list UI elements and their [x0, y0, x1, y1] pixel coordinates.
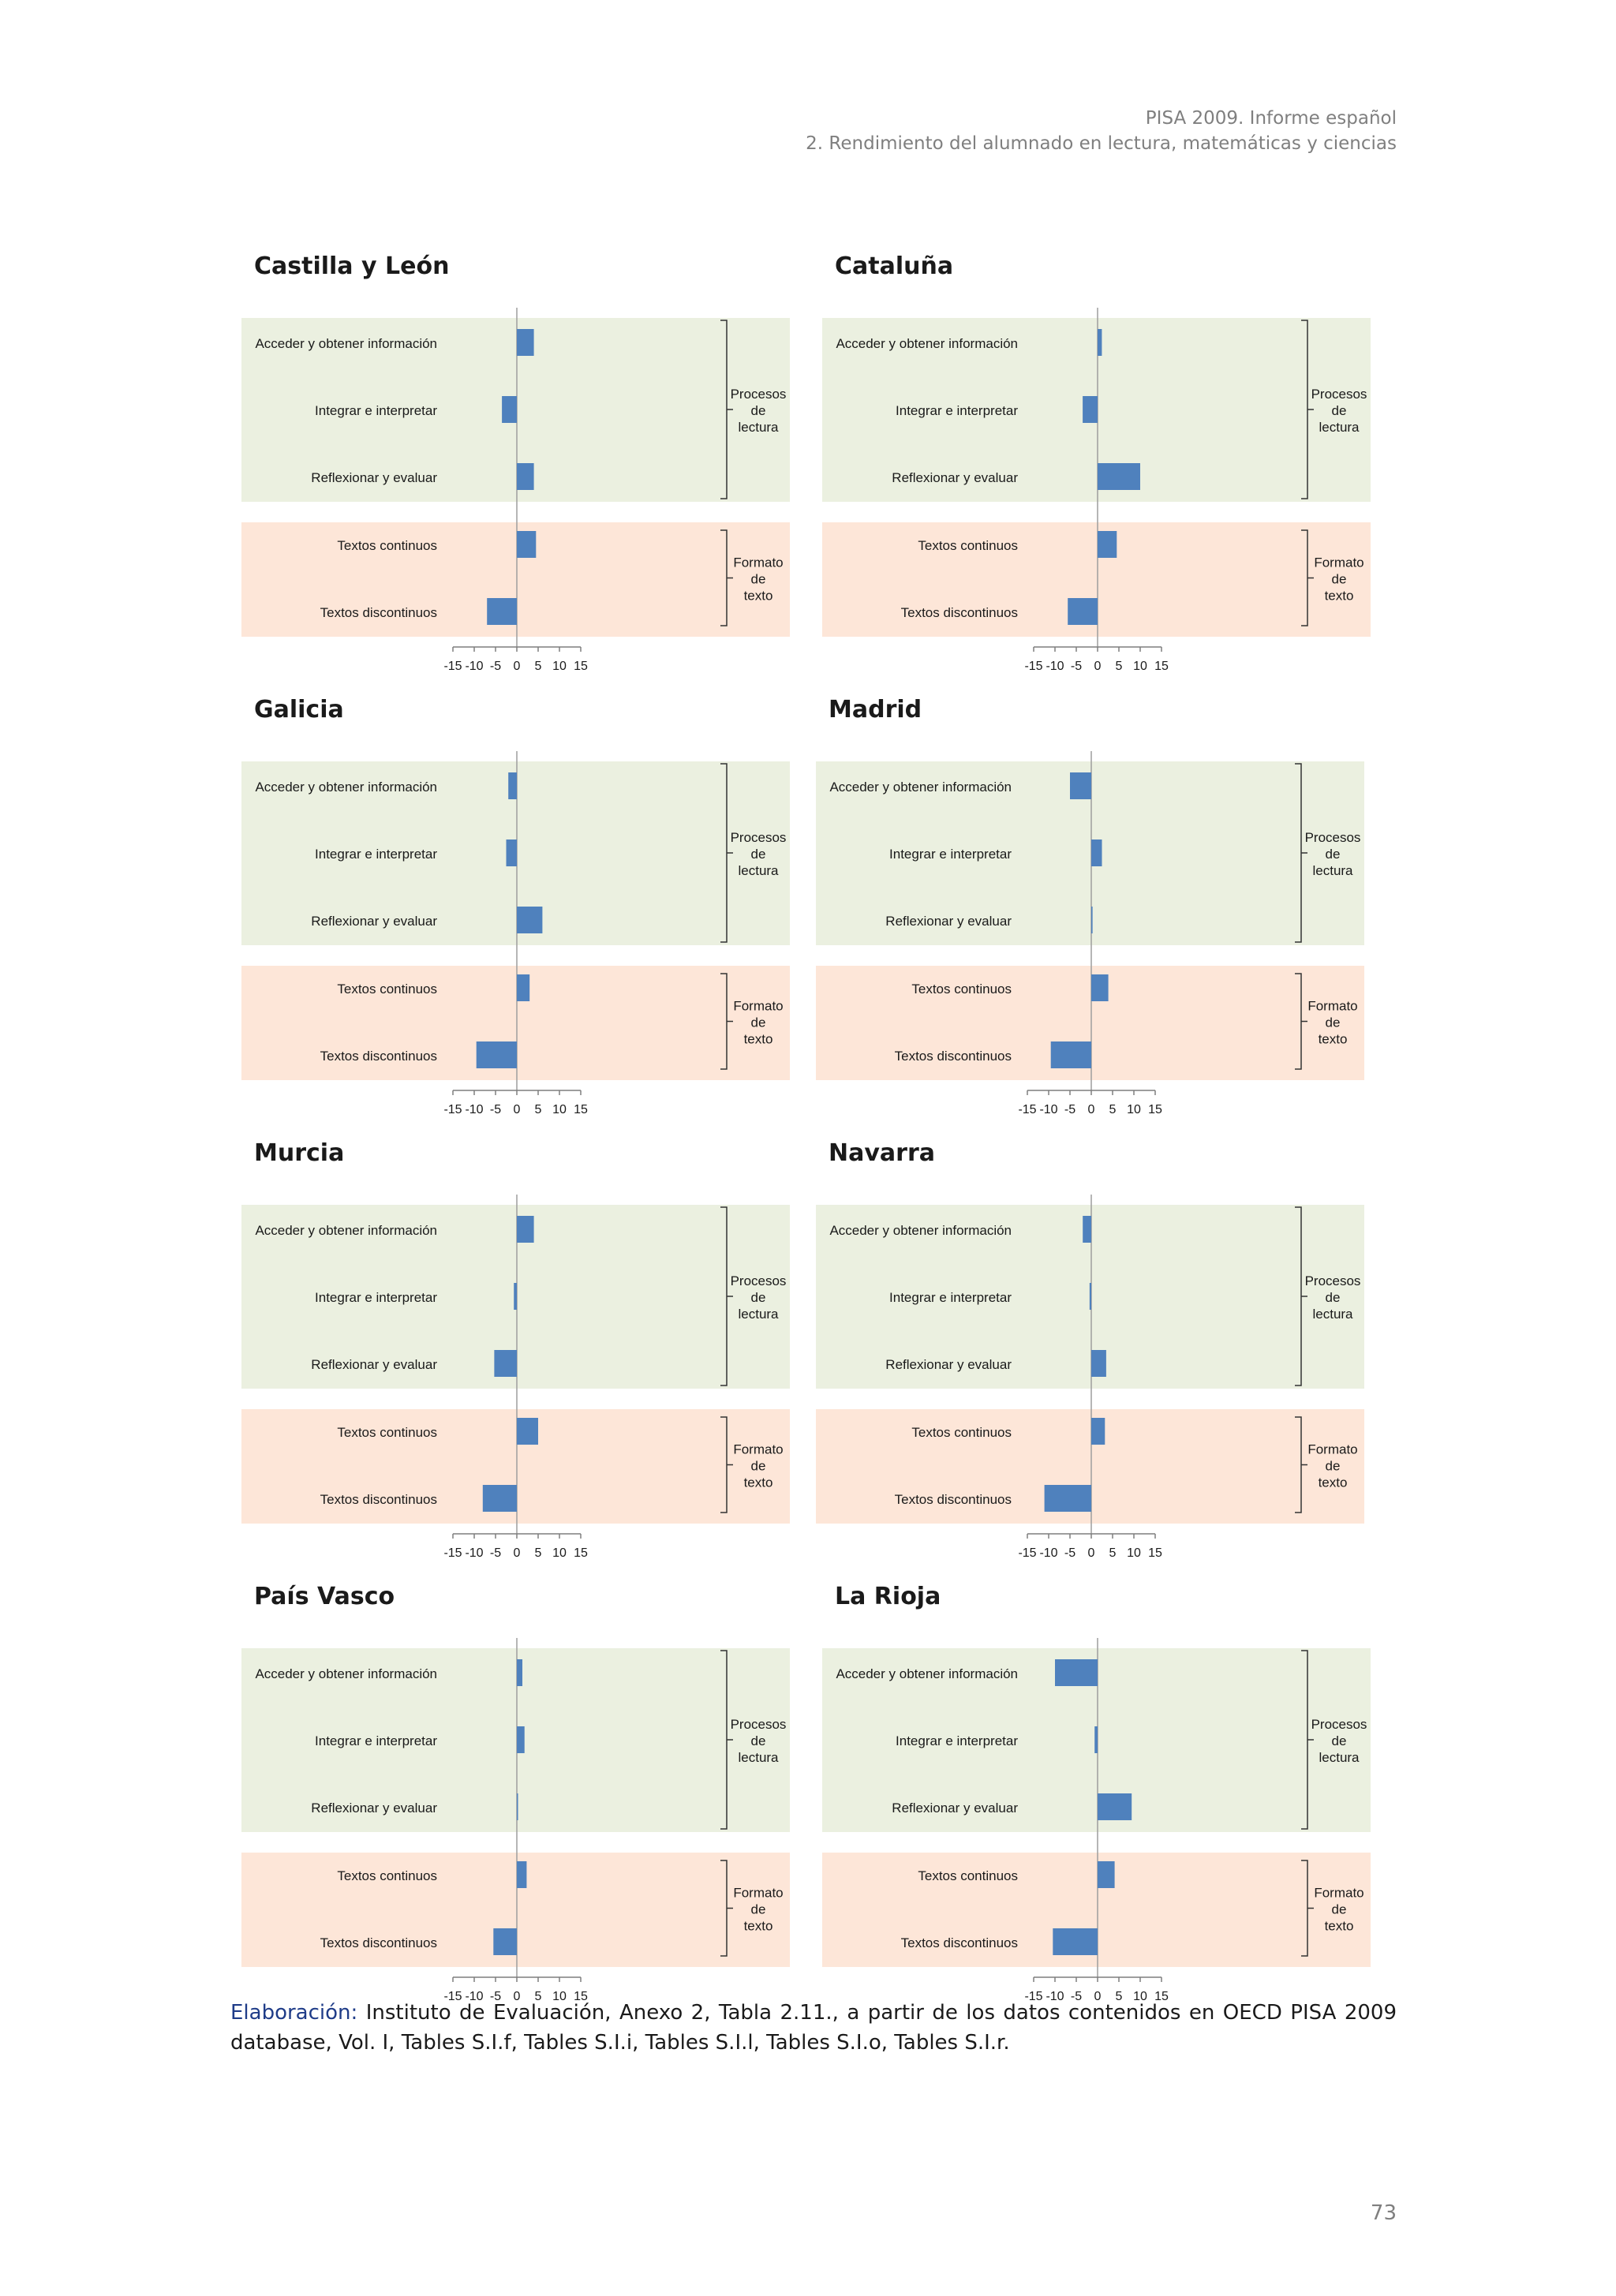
group-label: Formato: [1314, 1885, 1364, 1901]
chart-title: Cataluña: [835, 252, 954, 280]
bar: [517, 974, 529, 1001]
chart-pais-vasco: [241, 1583, 825, 2009]
group-label: de: [1331, 1901, 1347, 1917]
x-tick-label: -10: [465, 1546, 484, 1560]
bar: [1070, 772, 1091, 799]
group-label: de: [1331, 571, 1347, 587]
chart-plot: [241, 252, 825, 679]
group-label: Procesos: [730, 1273, 787, 1288]
chart-madrid: [816, 696, 1400, 1122]
group-label: de: [1331, 1733, 1347, 1748]
chart-title: Galicia: [254, 696, 344, 724]
group-label: de: [750, 1733, 766, 1748]
group-label: Procesos: [730, 830, 787, 845]
category-label: Reflexionar y evaluar: [311, 470, 437, 485]
group-label: lectura: [1312, 1307, 1353, 1322]
category-label: Reflexionar y evaluar: [311, 914, 437, 929]
bar: [1098, 1861, 1115, 1888]
chart-murcia: [241, 1139, 825, 1565]
x-tick-label: -5: [489, 660, 502, 673]
caption-text: Instituto de Evaluación, Anexo 2, Tabla 2.11., a partir de los datos contenidos en OECD PISA 2009 database, Vol. I, Tables S.I.f, Tables S.I.i, Tables S.I.l, Tables S.I.o, Tables S.I.r.: [230, 2001, 1397, 2055]
category-label: Integrar e interpretar: [896, 403, 1018, 418]
x-tick-label: -5: [1064, 1103, 1076, 1116]
category-label: Reflexionar y evaluar: [885, 1357, 1012, 1372]
category-label: Textos discontinuos: [320, 1935, 437, 1950]
category-label: Integrar e interpretar: [889, 1290, 1012, 1305]
chart-cataluna: [822, 252, 1406, 679]
category-label: Textos continuos: [337, 1425, 437, 1440]
x-tick-label: 15: [574, 1546, 588, 1560]
x-tick-label: 0: [1087, 1103, 1095, 1116]
x-tick-label: 15: [1154, 660, 1169, 673]
chart-title: Madrid: [829, 696, 922, 724]
group-label: texto: [743, 1031, 773, 1047]
bar: [507, 839, 518, 866]
group-label: Procesos: [730, 387, 787, 402]
category-label: Integrar e interpretar: [315, 403, 437, 418]
x-tick-label: 5: [534, 1546, 542, 1560]
bar: [1091, 839, 1102, 866]
x-tick-label: -15: [1018, 1546, 1037, 1560]
category-label: Textos continuos: [337, 1868, 437, 1883]
group-label: texto: [1318, 1031, 1348, 1047]
chart-plot: [241, 1583, 825, 2009]
category-label: Textos continuos: [337, 538, 437, 553]
group-label: de: [750, 571, 766, 587]
group-label: texto: [743, 1918, 773, 1934]
group-label: de: [750, 1458, 766, 1474]
category-label: Integrar e interpretar: [315, 1290, 437, 1305]
x-tick-label: 15: [1148, 1546, 1162, 1560]
category-label: Integrar e interpretar: [315, 1733, 437, 1748]
chart-title: Navarra: [829, 1139, 935, 1167]
category-label: Integrar e interpretar: [315, 847, 437, 862]
bar: [517, 1793, 518, 1820]
group-label: Formato: [733, 1885, 784, 1901]
category-label: Textos discontinuos: [320, 1049, 437, 1064]
group-label: Formato: [1314, 555, 1364, 570]
group-label: Procesos: [1311, 387, 1367, 402]
group-label: de: [750, 847, 766, 862]
x-tick-label: -10: [1039, 1103, 1058, 1116]
bar: [1090, 1283, 1091, 1310]
bar: [1045, 1485, 1091, 1512]
bar: [483, 1485, 517, 1512]
bar: [517, 1726, 525, 1753]
bar: [1094, 1726, 1098, 1753]
category-label: Textos continuos: [918, 1868, 1018, 1883]
category-label: Acceder y obtener información: [255, 336, 437, 351]
page-number: 73: [1370, 2201, 1397, 2225]
chart-title: Castilla y León: [254, 252, 450, 280]
group-label: lectura: [738, 863, 779, 878]
x-tick-label: -10: [1039, 1546, 1058, 1560]
category-label: Textos discontinuos: [900, 1935, 1018, 1950]
group-label: Procesos: [1304, 1273, 1361, 1288]
x-tick-label: -15: [1024, 660, 1043, 673]
x-tick-label: 0: [513, 1546, 521, 1560]
group-label: lectura: [1319, 420, 1360, 435]
group-label: lectura: [1319, 1750, 1360, 1765]
group-label: lectura: [738, 420, 779, 435]
x-tick-label: -5: [1064, 1546, 1076, 1560]
category-label: Integrar e interpretar: [896, 1733, 1018, 1748]
bar: [517, 1418, 538, 1445]
category-label: Acceder y obtener información: [829, 1223, 1012, 1238]
x-tick-label: 5: [1115, 660, 1123, 673]
group-label: de: [1331, 403, 1347, 418]
chart-plot: [822, 1583, 1406, 2009]
x-tick-label: -5: [1070, 1990, 1083, 2003]
group-label: Formato: [733, 555, 784, 570]
group-label: de: [1325, 1290, 1341, 1305]
group-label: de: [750, 1290, 766, 1305]
x-tick-label: 0: [1087, 1546, 1095, 1560]
chart-plot: [241, 696, 825, 1122]
group-label: Formato: [1307, 1442, 1358, 1457]
chart-la-rioja: [822, 1583, 1406, 2009]
bar: [1083, 396, 1098, 423]
bar: [517, 531, 536, 558]
group-label: de: [1325, 1015, 1341, 1030]
bar: [1091, 1418, 1105, 1445]
category-label: Reflexionar y evaluar: [311, 1357, 437, 1372]
x-tick-label: 10: [1133, 1990, 1147, 2003]
category-label: Acceder y obtener información: [255, 780, 437, 795]
group-label: Formato: [733, 1442, 784, 1457]
x-tick-label: -10: [465, 660, 484, 673]
x-tick-label: -5: [489, 1103, 502, 1116]
header-title: PISA 2009. Informe español: [1145, 108, 1397, 129]
x-tick-label: 5: [1115, 1990, 1123, 2003]
x-tick-label: -15: [1024, 1990, 1043, 2003]
x-tick-label: -5: [1070, 660, 1083, 673]
category-label: Integrar e interpretar: [889, 847, 1012, 862]
x-tick-label: -10: [465, 1103, 484, 1116]
chart-title: País Vasco: [254, 1583, 395, 1610]
bar: [1053, 1928, 1098, 1955]
group-label: texto: [743, 588, 773, 604]
bar: [1098, 531, 1117, 558]
category-label: Textos continuos: [911, 982, 1012, 997]
bar: [517, 1659, 522, 1686]
x-tick-label: 15: [1148, 1103, 1162, 1116]
chart-galicia: [241, 696, 825, 1122]
category-label: Textos discontinuos: [900, 605, 1018, 620]
x-tick-label: -5: [489, 1546, 502, 1560]
x-tick-label: 15: [574, 660, 588, 673]
x-tick-label: 10: [552, 1103, 567, 1116]
bar: [1091, 907, 1093, 933]
x-tick-label: 0: [513, 660, 521, 673]
x-tick-label: -10: [465, 1990, 484, 2003]
x-tick-label: 0: [1094, 1990, 1102, 2003]
group-label: de: [750, 1015, 766, 1030]
bar: [517, 1861, 526, 1888]
x-tick-label: -15: [1018, 1103, 1037, 1116]
bar: [517, 907, 542, 933]
category-label: Reflexionar y evaluar: [311, 1801, 437, 1815]
group-label: lectura: [738, 1307, 779, 1322]
bar: [477, 1041, 517, 1068]
group-label: de: [750, 1901, 766, 1917]
category-label: Acceder y obtener información: [255, 1666, 437, 1681]
x-tick-label: 5: [1109, 1103, 1117, 1116]
bar: [1098, 329, 1102, 356]
category-label: Textos discontinuos: [894, 1049, 1012, 1064]
x-tick-label: 10: [552, 1990, 567, 2003]
category-label: Textos discontinuos: [320, 1492, 437, 1507]
group-label: texto: [743, 1475, 773, 1490]
bar: [508, 772, 517, 799]
bar: [502, 396, 517, 423]
x-tick-label: 0: [513, 1990, 521, 2003]
x-tick-label: -15: [443, 1990, 462, 2003]
x-tick-label: 5: [1109, 1546, 1117, 1560]
group-label: Procesos: [730, 1717, 787, 1732]
group-label: Procesos: [1304, 830, 1361, 845]
chart-plot: [822, 252, 1406, 679]
category-label: Reflexionar y evaluar: [885, 914, 1012, 929]
bar: [487, 598, 517, 625]
group-label: de: [750, 403, 766, 418]
chart-plot: [816, 1139, 1400, 1565]
group-label: Procesos: [1311, 1717, 1367, 1732]
bar: [514, 1283, 517, 1310]
group-label: lectura: [738, 1750, 779, 1765]
bar: [517, 329, 534, 356]
group-label: de: [1325, 1458, 1341, 1474]
bar: [494, 1350, 517, 1377]
x-tick-label: 5: [534, 660, 542, 673]
category-label: Reflexionar y evaluar: [892, 470, 1018, 485]
header-subtitle: 2. Rendimiento del alumnado en lectura, matemáticas y ciencias: [806, 133, 1397, 154]
category-label: Reflexionar y evaluar: [892, 1801, 1018, 1815]
x-tick-label: 15: [1154, 1990, 1169, 2003]
x-tick-label: -15: [443, 660, 462, 673]
category-label: Textos continuos: [337, 982, 437, 997]
chart-title: La Rioja: [835, 1583, 941, 1610]
group-label: Formato: [1307, 998, 1358, 1014]
x-tick-label: -5: [489, 1990, 502, 2003]
bar: [517, 1216, 534, 1243]
category-label: Acceder y obtener información: [255, 1223, 437, 1238]
chart-plot: [241, 1139, 825, 1565]
x-tick-label: -15: [443, 1103, 462, 1116]
bar: [517, 463, 534, 490]
bar: [1098, 1793, 1132, 1820]
chart-navarra: [816, 1139, 1400, 1565]
figure-caption: [230, 1998, 1397, 2058]
chart-plot: [816, 696, 1400, 1122]
category-label: Textos continuos: [918, 538, 1018, 553]
bar: [1083, 1216, 1091, 1243]
chart-castilla-y-leon: [241, 252, 825, 679]
bar: [1091, 974, 1109, 1001]
category-label: Textos discontinuos: [320, 605, 437, 620]
group-label: texto: [1318, 1475, 1348, 1490]
bar: [1055, 1659, 1098, 1686]
group-label: de: [1325, 847, 1341, 862]
x-tick-label: 10: [552, 660, 567, 673]
category-label: Textos discontinuos: [894, 1492, 1012, 1507]
x-tick-label: -10: [1046, 1990, 1064, 2003]
x-tick-label: 0: [1094, 660, 1102, 673]
x-tick-label: 10: [1127, 1103, 1141, 1116]
x-tick-label: 5: [534, 1103, 542, 1116]
bar: [1068, 598, 1098, 625]
x-tick-label: 5: [534, 1990, 542, 2003]
group-label: Formato: [733, 998, 784, 1014]
bar: [1091, 1350, 1106, 1377]
caption-source-label: Elaboración:: [230, 2001, 358, 2025]
bar: [1098, 463, 1140, 490]
x-tick-label: 0: [513, 1103, 521, 1116]
group-label: texto: [1324, 1918, 1354, 1934]
x-tick-label: 15: [574, 1990, 588, 2003]
category-label: Acceder y obtener información: [836, 336, 1018, 351]
group-label: lectura: [1312, 863, 1353, 878]
category-label: Acceder y obtener información: [829, 780, 1012, 795]
category-label: Acceder y obtener información: [836, 1666, 1018, 1681]
x-tick-label: -10: [1046, 660, 1064, 673]
x-tick-label: -15: [443, 1546, 462, 1560]
chart-title: Murcia: [254, 1139, 345, 1167]
bar: [493, 1928, 517, 1955]
group-label: texto: [1324, 588, 1354, 604]
x-tick-label: 10: [1127, 1546, 1141, 1560]
x-tick-label: 15: [574, 1103, 588, 1116]
x-tick-label: 10: [1133, 660, 1147, 673]
category-label: Textos continuos: [911, 1425, 1012, 1440]
x-tick-label: 10: [552, 1546, 567, 1560]
bar: [1051, 1041, 1091, 1068]
